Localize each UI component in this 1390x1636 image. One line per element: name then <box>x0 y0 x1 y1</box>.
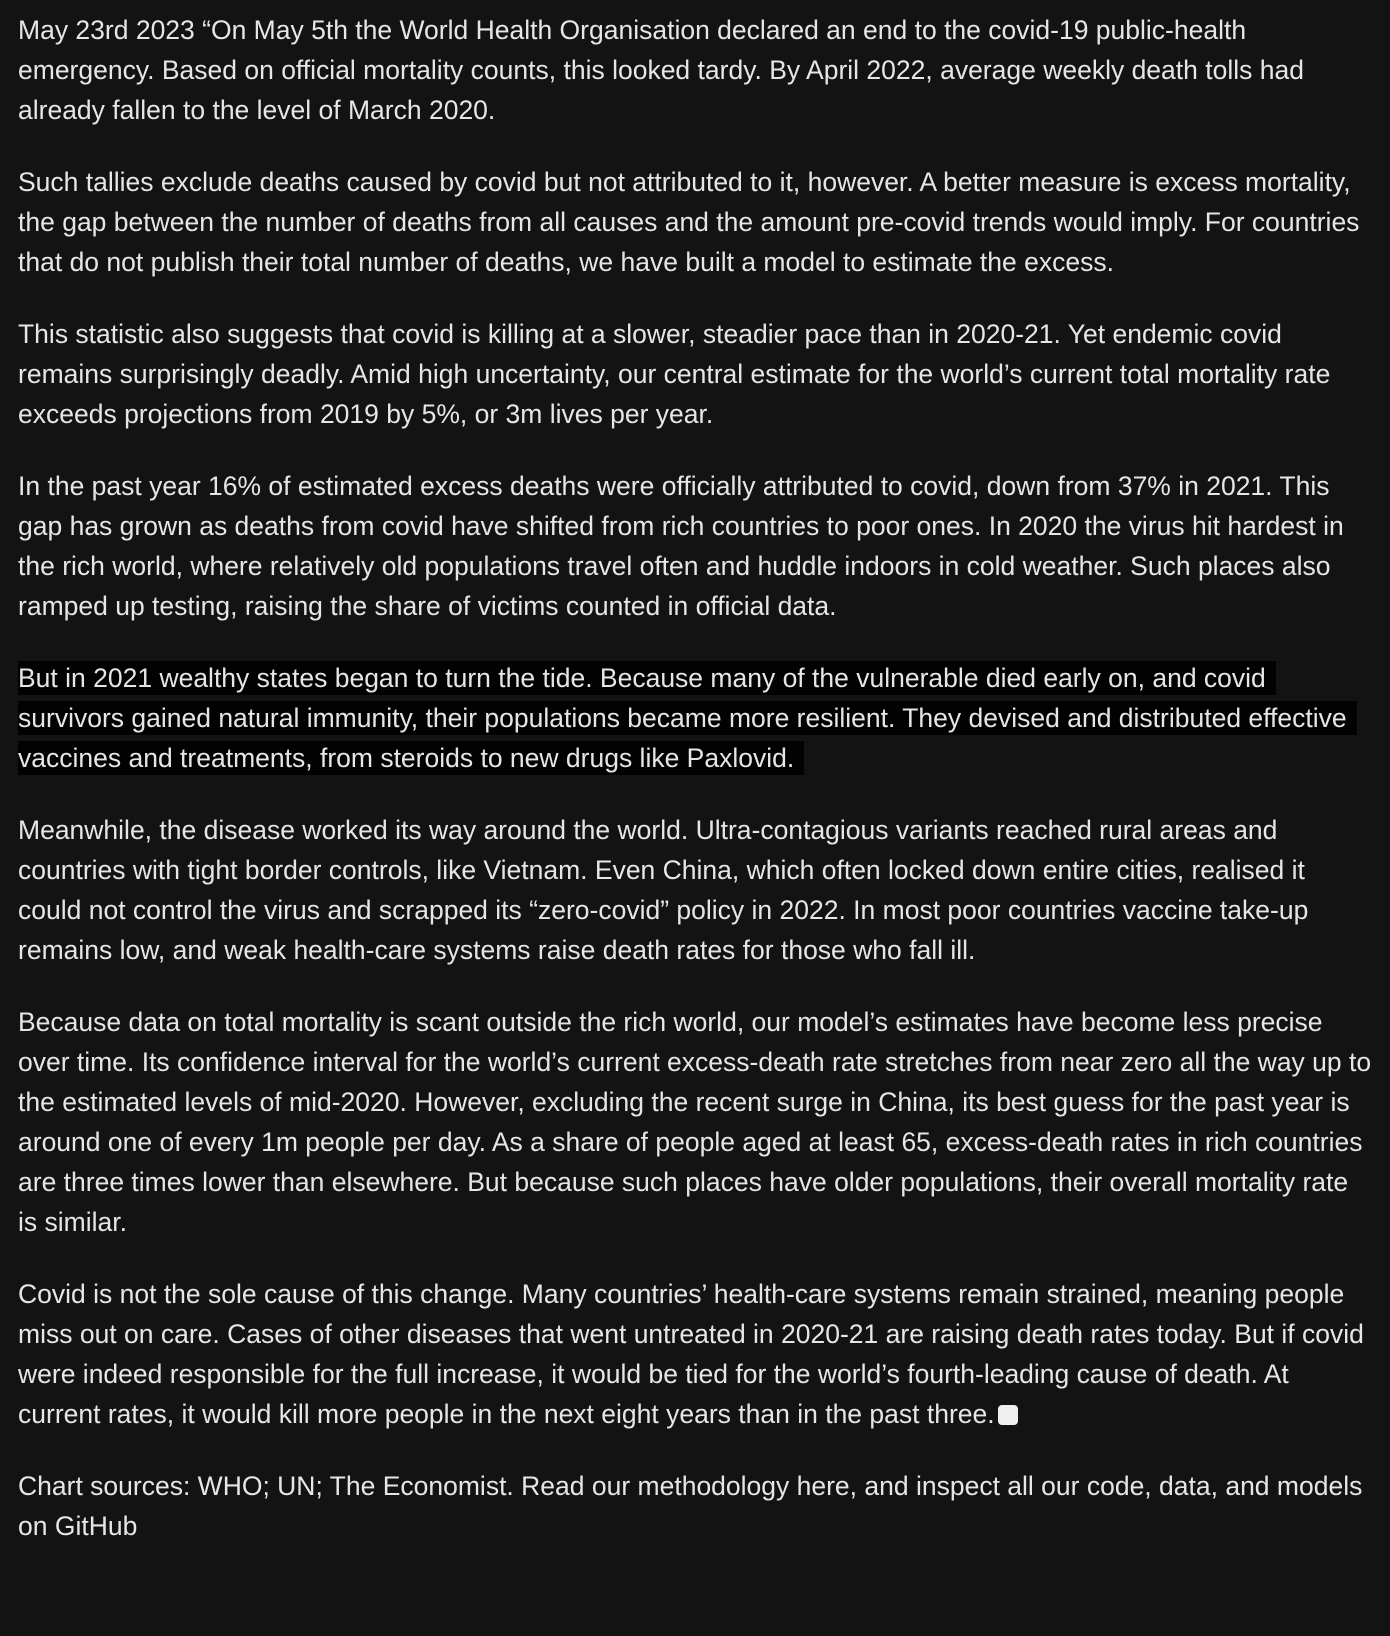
paragraph-8 <box>18 1274 1372 1434</box>
paragraph-8-text: Covid is not the sole cause of this change. Many countries’ health-care systems remain strained, meaning people miss out on care. Cases of other diseases that went untreated in 2020-21 are raising death rates today. But if covid were indeed responsible for the full increase, it would be tied for the world’s fourth-leading cause of death. At current rates, it would kill more people in the next eight years than in the past three. <box>18 1279 1364 1429</box>
chart-sources <box>18 1466 1372 1546</box>
paragraph-4: In the past year 16% of estimated excess deaths were officially attributed to covid, down from 37% in 2021. This gap has grown as deaths from covid have shifted from rich countries to poor ones. In 2020 the virus hit hardest in the rich world, where relatively old populations travel often and huddle indoors in cold weather. Such places also ramped up testing, raising the share of victims counted in official data. <box>18 471 1344 621</box>
paragraph-1: May 23rd 2023 “On May 5th the World Health Organisation declared an end to the covid-19 public-health emergency. Based on official mortality counts, this looked tardy. By April 2022, average weekly death tolls had already fallen to the level of March 2020. <box>18 15 1304 125</box>
paragraph-6: Meanwhile, the disease worked its way around the world. Ultra-contagious variants reached rural areas and countries with tight border controls, like Vietnam. Even China, which often locked down entire cities, realised it could not control the virus and scrapped its “zero-covid” policy in 2022. In most poor countries vaccine take-up remains low, and weak health-care systems raise death rates for those who fall ill. <box>18 815 1309 965</box>
paragraph-5-highlighted <box>18 658 1372 778</box>
highlighted-text: But in 2021 wealthy states began to turn the tide. Because many of the vulnerable died early on, and covid survivors gained natural immunity, their populations became more resilient. They devised and distributed effective vaccines and treatments, from steroids to new drugs like Paxlovid. <box>18 661 1357 775</box>
paragraph-7: Because data on total mortality is scant outside the rich world, our model’s estimates have become less precise over time. Its confidence interval for the world’s current excess-death rate stretches from near zero all the way up to the estimated levels of mid-2020. However, excluding the recent surge in China, its best guess for the past year is around one of every 1m people per day. As a share of people aged at least 65, excess-death rates in rich countries are three times lower than elsewhere. But because such places have older populations, their overall mortality rate is similar. <box>18 1007 1372 1237</box>
paragraph-2: Such tallies exclude deaths caused by covid but not attributed to it, however. A better measure is excess mortality, the gap between the number of deaths from all causes and the amount pre-covid trends would imply. For countries that do not publish their total number of deaths, we have built a model to estimate the excess. <box>18 167 1360 277</box>
chart-sources-text: Chart sources: WHO; UN; The Economist. Read our methodology here, and inspect all our code, data, and models on GitHub <box>18 1471 1363 1541</box>
end-square-icon <box>998 1405 1018 1425</box>
paragraph-3: This statistic also suggests that covid is killing at a slower, steadier pace than in 2020-21. Yet endemic covid remains surprisingly deadly. Amid high uncertainty, our central estimate for the world’s current total mortality rate exceeds projections from 2019 by 5%, or 3m lives per year. <box>18 319 1331 429</box>
